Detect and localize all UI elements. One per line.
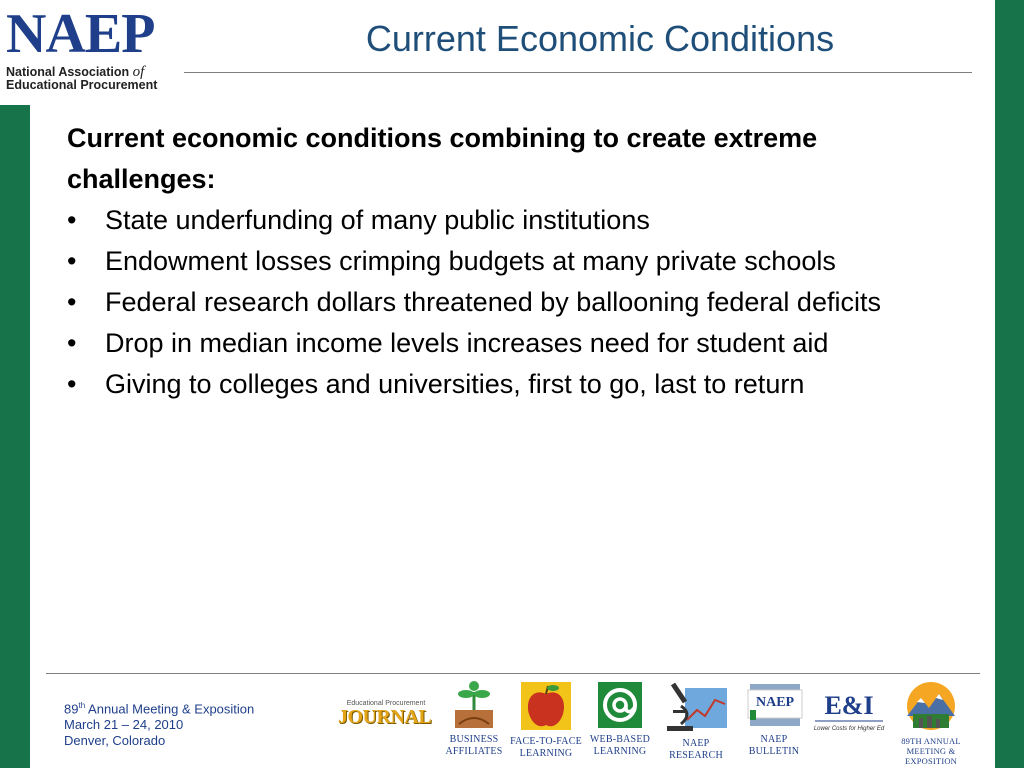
business-affiliates-caption: BUSINESS AFFILIATES xyxy=(445,734,503,757)
logo-of: of xyxy=(132,64,145,80)
logo-line1: National Association xyxy=(6,65,130,79)
naep-logo xyxy=(6,3,178,98)
meeting-info xyxy=(64,698,254,749)
meeting-dates: March 21 – 24, 2010 xyxy=(64,717,184,733)
title-divider xyxy=(184,72,972,73)
mountain-seal-icon xyxy=(903,680,959,732)
annual-meeting-caption: 89TH ANNUAL MEETING & EXPOSITION xyxy=(901,736,961,766)
bullet-item xyxy=(67,200,967,241)
ei-logo[interactable] xyxy=(810,688,888,732)
meeting-suffix: th xyxy=(78,701,86,710)
meeting-number: 89 xyxy=(64,701,79,717)
bullet-marker: • xyxy=(67,287,77,317)
naep-bulletin-caption: NAEP BULLETIN xyxy=(748,734,800,757)
logo-line2: Educational Procurement xyxy=(6,78,158,92)
bullet-marker: • xyxy=(67,369,77,399)
bullet-text: Drop in median income levels increases need for student aid xyxy=(105,328,829,358)
bulletin-logo-text: NAEP xyxy=(756,695,795,710)
bullet-text: Federal research dollars threatened by ballooning federal deficits xyxy=(105,287,881,317)
at-sign-icon xyxy=(596,680,644,730)
bullet-list xyxy=(67,200,967,405)
naep-bulletin-icon xyxy=(744,680,804,730)
bullet-item xyxy=(67,241,967,282)
microscope-icon xyxy=(663,680,729,734)
annual-meeting-link[interactable] xyxy=(888,680,974,766)
bullet-item xyxy=(67,323,967,364)
slide-content xyxy=(67,118,967,405)
logo-subtitle xyxy=(6,66,178,92)
meeting-name: Annual Meeting & Exposition xyxy=(88,701,255,717)
plant-icon xyxy=(451,680,497,730)
footer-divider xyxy=(46,673,980,674)
bullet-item xyxy=(67,282,967,323)
meeting-location: Denver, Colorado xyxy=(64,733,166,749)
logo-wordmark: NAEP xyxy=(6,3,155,65)
business-affiliates-link[interactable] xyxy=(438,680,510,758)
bullet-marker: • xyxy=(67,205,77,235)
meeting-title xyxy=(64,698,254,717)
ei-wordmark: E&I xyxy=(824,691,874,720)
journal-logo[interactable] xyxy=(338,700,434,730)
ei-tagline: Lower Costs for Higher Ed xyxy=(813,726,885,732)
bullet-text: State underfunding of many public institutions xyxy=(105,205,650,235)
naep-research-link[interactable] xyxy=(660,680,732,762)
bullet-marker: • xyxy=(67,328,77,358)
slide-title: Current Economic Conditions xyxy=(365,18,835,59)
right-green-bar xyxy=(995,0,1024,768)
journal-wordmark: JOURNAL xyxy=(338,706,432,728)
web-based-learning-link[interactable] xyxy=(584,680,656,758)
bullet-text: Endowment losses crimping budgets at many private schools xyxy=(105,246,836,276)
bullet-text: Giving to colleges and universities, first to go, last to return xyxy=(105,369,805,399)
bullet-item xyxy=(67,364,967,405)
left-green-bar xyxy=(0,105,30,768)
naep-bulletin-link[interactable] xyxy=(738,680,810,758)
journal-small-text: Educational Procurement xyxy=(346,700,426,707)
content-heading: Current economic conditions combining to create extreme challenges: xyxy=(67,123,818,194)
ei-logo-icon xyxy=(811,688,887,732)
apple-icon xyxy=(519,680,573,732)
bullet-marker: • xyxy=(67,246,77,276)
face-to-face-learning-link[interactable] xyxy=(510,680,582,760)
web-based-caption: WEB-BASED LEARNING xyxy=(589,734,651,757)
face-to-face-caption: FACE-TO-FACE LEARNING xyxy=(510,736,582,759)
naep-research-caption: NAEP RESEARCH xyxy=(669,738,723,761)
